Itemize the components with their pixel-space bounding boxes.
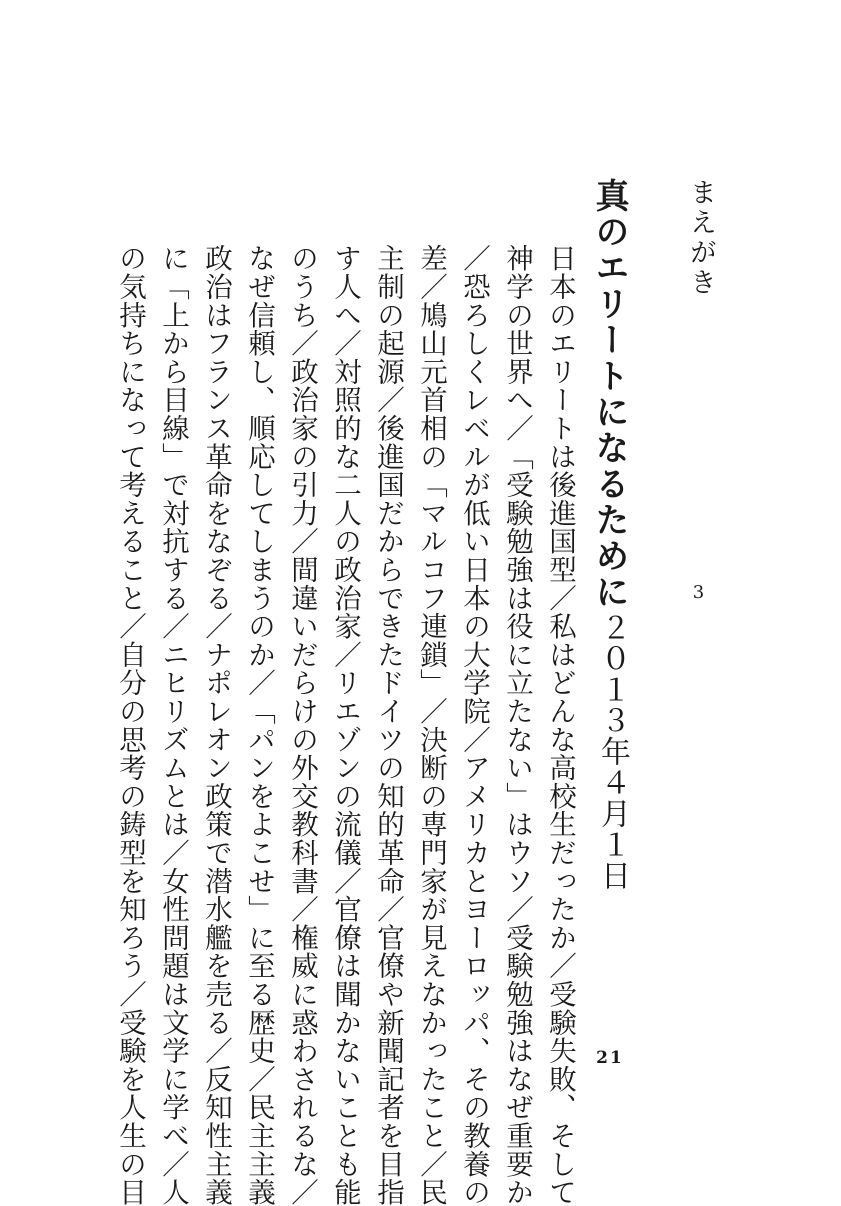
body-line-1: 日本のエリートは後進国型／私はどんな高校生だったか／受験失敗、そして (544, 244, 576, 1206)
body-line-8: なぜ信頼し、順応してしまうのか／「パンをよこせ」に至る歴史／民主主義 (243, 244, 275, 1206)
body-line-3: ／恐ろしくレベルが低い日本の大学院／アメリカとヨーロッパ、その教養の (458, 244, 490, 1206)
body-line-11: の気持ちになって考えること／自分の思考の鋳型を知ろう／受験を人生の目 (114, 244, 146, 1206)
body-line-4: 差／鳩山元首相の「マルコフ連鎖」／決断の専門家が見えなかったこと／民 (415, 244, 447, 1206)
toc-entry-chapter[interactable] (680, 178, 720, 1133)
chapter-page-number: 3 (692, 582, 708, 603)
body-line-9: 政治はフランス革命をなぞる／ナポレオン政策で潜水艦を売る／反知性主義 (200, 244, 232, 1206)
section-date: ２０１３年４月１日 (595, 612, 630, 891)
body-line-10: に「上から目線」で対抗する／ニヒリズムとは／女性問題は文学に学べ／人 (157, 244, 189, 1206)
chapter-title: まえがき (685, 178, 716, 298)
section-title: 真のエリートになるために (589, 178, 629, 610)
body-line-7: のうち／政治家の引力／間違いだらけの外交教科書／権威に惑わされるな／ (286, 244, 318, 1206)
body-line-2: 神学の世界へ／「受験勉強は役に立たない」はウソ／受験勉強はなぜ重要か (501, 244, 533, 1206)
body-line-6: す人へ／対照的な二人の政治家／リエゾンの流儀／官僚は聞かないことも能 (329, 244, 361, 1206)
section-page-number: 21 (596, 1048, 624, 1068)
body-line-5: 主制の起源／後進国だからできたドイツの知的革命／官僚や新聞記者を目指 (372, 244, 404, 1206)
